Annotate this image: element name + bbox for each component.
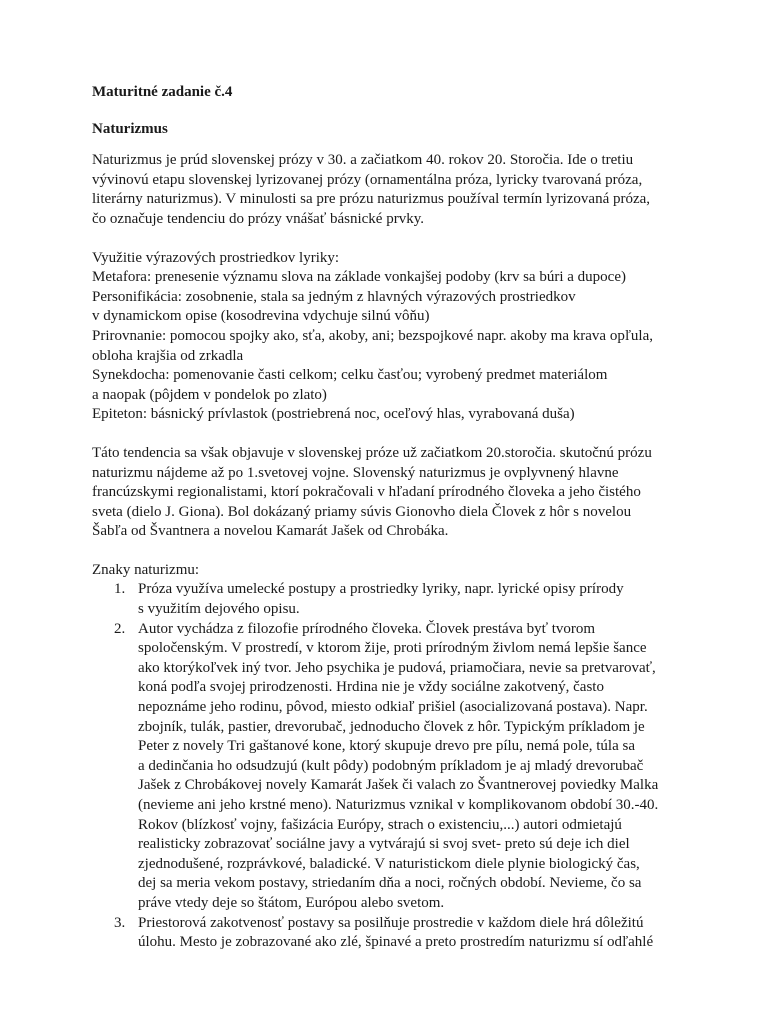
text-line: Epiteton: básnický prívlastok (postriebrená noc, oceľový hlas, vyrabovaná duša): [92, 406, 575, 423]
text-line: Personifikácia: zosobnenie, stala sa jedným z hlavných výrazových prostriedkov: [92, 288, 576, 305]
text-line: a dedinčania ho odsudzujú (kult pôdy) podobným príkladom je aj mladý drevorubač: [138, 757, 644, 774]
text-line: ako ktorýkoľvek iný tvor. Jeho psychika je pudová, priamočiara, nevie sa pretvarovať,: [138, 659, 656, 676]
text-line: literárny naturizmus). V minulosti sa pre prózu naturizmus používal termín lyrizovaná próza,: [92, 191, 651, 208]
text-line: v dynamickom opise (kosodrevina vdychuje silnú vôňu): [92, 308, 430, 325]
text-line: Synekdocha: pomenovanie časti celkom; celku časťou; vyrobený predmet materiálom: [92, 367, 608, 384]
text-line: Peter z novely Tri gaštanové kone, ktorý skupuje drevo pre pílu, nemá pole, túla sa: [138, 738, 635, 755]
list-number: 3.: [114, 914, 126, 931]
intro-paragraph: [92, 151, 692, 229]
text-line: zbojník, tulák, pastier, drevorubač, jednoducho človek z hôr. Typickým príkladom je: [138, 718, 645, 735]
text-line: Próza využíva umelecké postupy a prostriedky lyriky, napr. lyrické opisy prírody: [138, 581, 624, 598]
list-number: 2.: [114, 620, 126, 637]
text-line: Priestorová zakotvenosť postavy sa posilňuje prostredie v každom diele hrá dôležitú: [138, 914, 644, 931]
section-heading: Naturizmus: [92, 120, 168, 137]
text-line: úlohu. Mesto je zobrazované ako zlé, špinavé a preto prostredím naturizmu sí odľahlé: [138, 934, 654, 951]
text-line: vývinovú etapu slovenskej lyrizovanej prózy (ornamentálna próza, lyricky tvarovaná próza,: [92, 171, 643, 188]
text-line: čo označuje tendenciu do prózy vnášať básnické prvky.: [92, 210, 424, 227]
text-line: Prirovnanie: pomocou spojky ako, sťa, akoby, ani; bezspojkové napr. akoby ma krava opľula,: [92, 327, 653, 344]
text-line: práve vtedy deje so štátom, Európou alebo svetom.: [138, 894, 445, 911]
text-line: (nevieme ani jeho krstné meno). Naturizmus vznikal v komplikovanom období 30.-40.: [138, 797, 659, 813]
text-line: Rokov (blízkosť vojny, fašizácia Európy, strach o existenciu,...) autori odmietajú: [138, 816, 622, 833]
text-line: realisticky zobrazovať sociálne javy a vytvárajú si svoj svet- preto sú deje ich diel: [138, 836, 630, 853]
document-page: [92, 83, 692, 953]
signs-list: [92, 580, 692, 952]
text-line: spoločenským. V prostredí, v ktorom žije, proti prírodným živlom nemá lepšie šance: [138, 640, 647, 657]
text-line: Využitie výrazových prostriedkov lyriky:: [92, 249, 340, 266]
text-line: Naturizmus je prúd slovenskej prózy v 30. a začiatkom 40. rokov 20. Storočia. Ide o tretiu: [92, 152, 634, 169]
text-line: Autor vychádza z filozofie prírodného človeka. Človek prestáva byť tvorom: [138, 620, 596, 637]
text-line: sveta (dielo J. Giona). Bol dokázaný priamy súvis Gionovho diela Človek z hôr s novelou: [92, 503, 632, 520]
text-line: Táto tendencia sa však objavuje v slovenskej próze už začiatkom 20.storočia. skutočnú prózu: [92, 444, 652, 461]
text-line: naturizmu nájdeme až po 1.svetovej vojne. Slovenský naturizmus je ovplyvnený hlavne: [92, 464, 619, 481]
text-line: s využitím dejového opisu.: [138, 601, 300, 618]
list-item: [92, 914, 692, 953]
text-line: Šabľa od Švantnera a novelou Kamarát Jašek od Chrobáka.: [92, 523, 449, 540]
text-line: a naopak (pôjdem v pondelok po zlato): [92, 386, 327, 403]
signs-heading: Znaky naturizmu:: [92, 561, 200, 578]
text-line: koná podľa svojej prirodzenosti. Hrdina nie je vždy sociálne zakotvený, často: [138, 679, 604, 696]
list-number: 1.: [114, 581, 126, 598]
text-line: dej sa meria vekom postavy, striedaním dňa a noci, ročných období. Nevieme, čo sa: [138, 875, 642, 892]
list-item: [92, 580, 692, 619]
text-line: obloha krajšia od zrkadla: [92, 347, 244, 364]
text-line: Jašek z Chrobákovej novely Kamarát Jašek či valach zo Švantnerovej poviedky Malka: [138, 777, 659, 794]
tendency-paragraph: [92, 444, 692, 542]
lyric-devices-paragraph: [92, 249, 692, 425]
list-item: [92, 620, 692, 914]
text-line: francúzskymi regionalistami, ktorí pokračovali v hľadaní prírodného človeka a jeho čistého: [92, 484, 641, 501]
document-title: Maturitné zadanie č.4: [92, 84, 233, 100]
text-line: Metafora: prenesenie významu slova na základe vonkajšej podoby (krv sa búri a dupoce): [92, 269, 626, 286]
text-line: nepoznáme jeho rodinu, pôvod, miesto odkiaľ prišiel (asocializovaná postava). Napr.: [138, 699, 648, 716]
text-line: zjednodušené, rozprávkové, baladické. V naturistickom diele plynie biologický čas,: [138, 855, 640, 872]
